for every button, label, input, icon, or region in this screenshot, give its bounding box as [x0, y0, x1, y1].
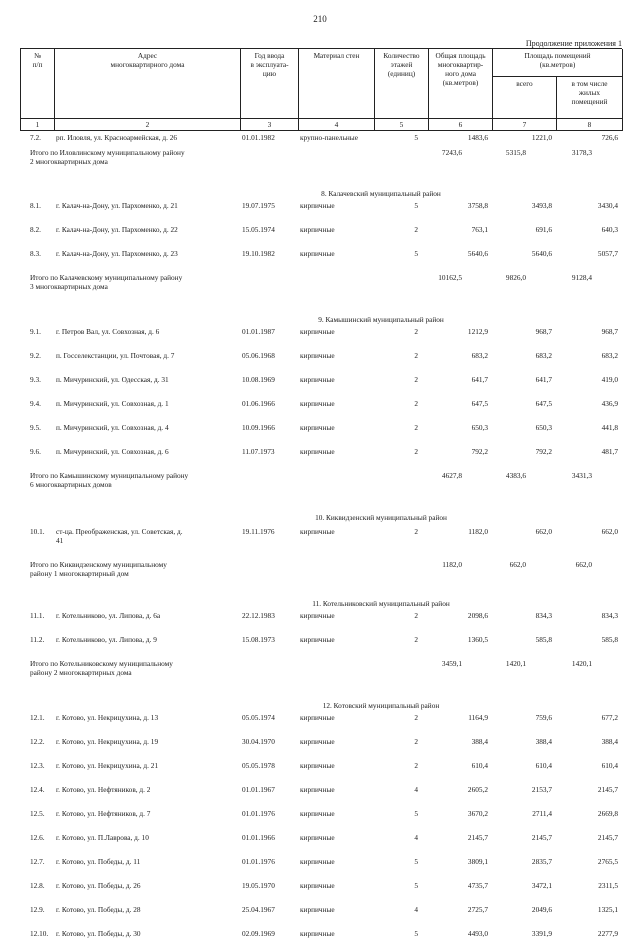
cell-total-area: 4735,7 — [467, 881, 488, 891]
cell-area-all: 3391,9 — [531, 929, 552, 938]
cell-material: кирпичные — [300, 785, 335, 795]
cell-area-all: 1221,0 — [531, 133, 552, 143]
header-col-material: Материал стен — [299, 49, 375, 119]
cell-total-area: 683,2 — [471, 351, 488, 361]
cell-address: г. Петров Вал, ул. Совхозная, д. 6 — [56, 327, 160, 337]
cell-address: г. Котово, ул. Нефтяников, д. 7 — [56, 809, 151, 819]
cell-area-all: 647,5 — [535, 399, 552, 409]
cell-material: кирпичные — [300, 527, 335, 537]
cell-year: 15.05.1974 — [242, 225, 275, 235]
cell-material: кирпичные — [300, 423, 335, 433]
table-row — [20, 737, 622, 746]
cell-material: кирпичные — [300, 611, 335, 621]
table-row — [20, 713, 622, 722]
cell-area-living: 3430,4 — [597, 201, 618, 211]
cell-area-all: 2049,6 — [531, 905, 552, 915]
cell-number: 12.2. — [30, 737, 45, 747]
cell-floors: 2 — [414, 737, 418, 747]
table-row — [20, 327, 622, 336]
cell-total-area: 641,7 — [471, 375, 488, 385]
cell-year: 01.01.1976 — [242, 809, 275, 819]
table-row — [20, 611, 622, 620]
cell-area-all: 9826,0 — [505, 273, 526, 283]
cell-area-living: 2277,9 — [597, 929, 618, 938]
cell-total-area: 1212,9 — [467, 327, 488, 337]
cell-number: 9.5. — [30, 423, 41, 433]
cell-year: 01.06.1966 — [242, 399, 275, 409]
cell-floors: 5 — [414, 929, 418, 938]
cell-material: кирпичные — [300, 327, 335, 337]
header-number: 8 — [557, 119, 623, 131]
total-label: Итого по Камышинскому муниципальному району 6 многоквартирных домов — [30, 471, 189, 490]
cell-material: кирпичные — [300, 399, 335, 409]
table-row — [20, 447, 622, 456]
table-row — [20, 527, 622, 545]
cell-material: кирпичные — [300, 375, 335, 385]
cell-year: 30.04.1970 — [242, 737, 275, 747]
cell-floors: 2 — [414, 447, 418, 457]
cell-number: 9.6. — [30, 447, 41, 457]
cell-total-area: 1483,6 — [467, 133, 488, 143]
cell-total-area: 5640,6 — [467, 249, 488, 259]
cell-number: 8.2. — [30, 225, 41, 235]
cell-total-area: 2145,7 — [467, 833, 488, 843]
table-row — [20, 201, 622, 210]
cell-area-living: 2765,5 — [597, 857, 618, 867]
cell-area-all: 2711,4 — [532, 809, 552, 819]
cell-address: г. Котельниково, ул. Липова, д. 6а — [56, 611, 161, 621]
cell-number: 12.5. — [30, 809, 45, 819]
header-col-floors: Количество этажей (единиц) — [375, 49, 429, 119]
cell-year: 19.11.1976 — [242, 527, 275, 537]
cell-total-area: 792,2 — [471, 447, 488, 457]
cell-number: 8.1. — [30, 201, 41, 211]
cell-area-all: 641,7 — [535, 375, 552, 385]
cell-address: г. Котово, ул. Победы, д. 11 — [56, 857, 141, 867]
cell-area-all: 3472,1 — [531, 881, 552, 891]
header-number: 1 — [21, 119, 55, 131]
cell-year: 01.01.1967 — [242, 785, 275, 795]
cell-area-all: 759,6 — [535, 713, 552, 723]
cell-area-all: 610,4 — [535, 761, 552, 771]
district-total-row — [20, 148, 632, 166]
cell-floors: 5 — [414, 809, 418, 819]
cell-floors: 5 — [414, 133, 418, 143]
cell-area-living: 2145,7 — [597, 785, 618, 795]
cell-material: кирпичные — [300, 761, 335, 771]
cell-area-all: 585,8 — [535, 635, 552, 645]
cell-material: кирпичные — [300, 447, 335, 457]
table-row — [20, 225, 622, 234]
cell-area-all: 662,0 — [535, 527, 552, 537]
table-row — [20, 761, 622, 770]
cell-address: г. Котово, ул. П.Лаврова, д. 10 — [56, 833, 149, 843]
district-heading: 12. Котовский муниципальный район — [322, 701, 440, 711]
cell-floors: 2 — [414, 611, 418, 621]
district-heading: 9. Камышинский муниципальный район — [318, 315, 444, 325]
cell-total-area: 7243,6 — [441, 148, 462, 158]
cell-floors: 4 — [414, 785, 418, 795]
total-label: Итого по Иловлинскому муниципальному району 2 многоквартирных дома — [30, 148, 185, 167]
cell-number: 9.3. — [30, 375, 41, 385]
cell-total-area: 3809,1 — [467, 857, 488, 867]
cell-number: 12.10. — [30, 929, 49, 938]
cell-area-living: 419,0 — [601, 375, 618, 385]
cell-number: 10.1. — [30, 527, 45, 537]
cell-area-living: 640,3 — [601, 225, 618, 235]
cell-year: 15.08.1973 — [242, 635, 275, 645]
header-number: 5 — [375, 119, 429, 131]
cell-address: п. Мичуринский, ул. Совхозная, д. 1 — [56, 399, 169, 409]
cell-area-living: 683,2 — [601, 351, 618, 361]
cell-address: г. Котово, ул. Победы, д. 28 — [56, 905, 141, 915]
cell-address: г. Котово, ул. Нефтяников, д. 2 — [56, 785, 151, 795]
cell-year: 22.12.1983 — [242, 611, 275, 621]
table-header — [20, 48, 622, 131]
cell-area-all: 683,2 — [535, 351, 552, 361]
cell-year: 19.05.1970 — [242, 881, 275, 891]
total-label: Итого по Калачевскому муниципальному району 3 многоквартирных дома — [30, 273, 183, 292]
table-row — [20, 833, 622, 842]
header-col-no: № п/п — [21, 49, 55, 119]
cell-material: кирпичные — [300, 737, 335, 747]
cell-area-all: 650,3 — [535, 423, 552, 433]
cell-material: кирпичные — [300, 857, 335, 867]
cell-total-area: 2725,7 — [467, 905, 488, 915]
cell-address: г. Калач-на-Дону, ул. Пархоменко, д. 22 — [56, 225, 178, 235]
cell-year: 01.01.1987 — [242, 327, 275, 337]
table-row — [20, 929, 622, 938]
cell-area-all: 388,4 — [535, 737, 552, 747]
cell-floors: 5 — [414, 881, 418, 891]
cell-number: 11.2. — [30, 635, 45, 645]
cell-number: 12.6. — [30, 833, 45, 843]
cell-number: 8.3. — [30, 249, 41, 259]
total-label: Итого по Котельниковскому муниципальному району 2 многоквартирных дома — [30, 659, 173, 678]
header-number: 3 — [241, 119, 299, 131]
cell-total-area: 3758,8 — [467, 201, 488, 211]
cell-year: 05.05.1974 — [242, 713, 275, 723]
cell-total-area: 650,3 — [471, 423, 488, 433]
cell-total-area: 1182,0 — [442, 560, 462, 570]
cell-material: кирпичные — [300, 881, 335, 891]
cell-year: 25.04.1967 — [242, 905, 275, 915]
cell-material: кирпичные — [300, 225, 335, 235]
cell-address: г. Котельниково, ул. Липова, д. 9 — [56, 635, 157, 645]
cell-total-area: 1182,0 — [468, 527, 488, 537]
cell-material: кирпичные — [300, 201, 335, 211]
cell-area-living: 2669,8 — [597, 809, 618, 819]
cell-year: 19.07.1975 — [242, 201, 275, 211]
cell-floors: 5 — [414, 857, 418, 867]
cell-area-living: 9128,4 — [571, 273, 592, 283]
cell-floors: 2 — [414, 423, 418, 433]
cell-area-all: 662,0 — [509, 560, 526, 570]
cell-area-all: 3493,8 — [531, 201, 552, 211]
cell-area-living: 968,7 — [601, 327, 618, 337]
cell-area-living: 585,8 — [601, 635, 618, 645]
cell-floors: 4 — [414, 833, 418, 843]
cell-total-area: 2605,2 — [467, 785, 488, 795]
cell-year: 01.01.1966 — [242, 833, 275, 843]
cell-total-area: 1360,5 — [467, 635, 488, 645]
cell-area-living: 726,6 — [601, 133, 618, 143]
cell-year: 10.09.1966 — [242, 423, 275, 433]
cell-address: п. Мичуринский, ул. Одесская, д. 31 — [56, 375, 169, 385]
district-total-row — [20, 560, 632, 578]
cell-total-area: 763,1 — [471, 225, 488, 235]
district-total-row — [20, 273, 632, 291]
cell-total-area: 647,5 — [471, 399, 488, 409]
cell-number: 9.1. — [30, 327, 41, 337]
cell-number: 9.4. — [30, 399, 41, 409]
cell-address: г. Котово, ул. Победы, д. 26 — [56, 881, 141, 891]
cell-floors: 2 — [414, 713, 418, 723]
cell-area-living: 662,0 — [575, 560, 592, 570]
cell-area-living: 3431,3 — [571, 471, 592, 481]
cell-material: кирпичные — [300, 249, 335, 259]
cell-address: г. Котово, ул. Победы, д. 30 — [56, 929, 141, 938]
cell-year: 02.09.1969 — [242, 929, 275, 938]
cell-number: 12.7. — [30, 857, 45, 867]
cell-address: п. Мичуринский, ул. Совхозная, д. 4 — [56, 423, 169, 433]
table-row — [20, 351, 622, 360]
cell-floors: 2 — [414, 225, 418, 235]
cell-material: крупно-панельные — [300, 133, 358, 143]
cell-total-area: 4493,0 — [467, 929, 488, 938]
cell-area-living: 677,2 — [601, 713, 618, 723]
table-row — [20, 785, 622, 794]
cell-number: 12.4. — [30, 785, 45, 795]
cell-area-living: 5057,7 — [597, 249, 618, 259]
cell-number: 7.2. — [30, 133, 41, 143]
header-number: 7 — [493, 119, 557, 131]
header-number: 6 — [429, 119, 493, 131]
cell-total-area: 1164,9 — [468, 713, 488, 723]
cell-material: кирпичные — [300, 713, 335, 723]
cell-area-all: 2153,7 — [531, 785, 552, 795]
cell-year: 05.06.1968 — [242, 351, 275, 361]
cell-number: 12.9. — [30, 905, 45, 915]
cell-year: 11.07.1973 — [242, 447, 275, 457]
table-row — [20, 809, 622, 818]
cell-total-area: 4627,8 — [441, 471, 462, 481]
cell-total-area: 2098,6 — [467, 611, 488, 621]
cell-area-living: 2311,5 — [598, 881, 618, 891]
cell-material: кирпичные — [300, 833, 335, 843]
cell-area-living: 441,8 — [601, 423, 618, 433]
cell-area-living: 2145,7 — [597, 833, 618, 843]
cell-total-area: 3670,2 — [467, 809, 488, 819]
page-number: 210 — [313, 14, 327, 24]
cell-year: 19.10.1982 — [242, 249, 275, 259]
header-area-living: в том числе жилых помещений — [557, 77, 623, 119]
cell-address: рп. Иловля, ул. Красноармейская, д. 26 — [56, 133, 178, 143]
cell-floors: 2 — [414, 375, 418, 385]
district-heading: 10. Киквидзенский муниципальный район — [315, 513, 447, 523]
cell-area-all: 2835,7 — [531, 857, 552, 867]
cell-address: г. Калач-на-Дону, ул. Пархоменко, д. 23 — [56, 249, 178, 259]
cell-address: г. Калач-на-Дону, ул. Пархоменко, д. 21 — [56, 201, 178, 211]
cell-floors: 5 — [414, 249, 418, 259]
cell-area-all: 691,6 — [535, 225, 552, 235]
cell-address: г. Котово, ул. Некрицухина, д. 13 — [56, 713, 159, 723]
header-area-group: Площадь помещений (кв.метров) — [493, 49, 623, 77]
cell-floors: 2 — [414, 351, 418, 361]
cell-material: кирпичные — [300, 351, 335, 361]
total-label: Итого по Киквидзенскому муниципальному району 1 многоквартирный дом — [30, 560, 167, 579]
table-row — [20, 857, 622, 866]
cell-area-all: 968,7 — [535, 327, 552, 337]
cell-floors: 5 — [414, 201, 418, 211]
cell-number: 11.1. — [30, 611, 45, 621]
table-row — [20, 133, 622, 142]
cell-year: 01.01.1982 — [242, 133, 275, 143]
cell-floors: 2 — [414, 399, 418, 409]
cell-year: 01.01.1976 — [242, 857, 275, 867]
cell-area-living: 481,7 — [601, 447, 618, 457]
cell-year: 10.08.1969 — [242, 375, 275, 385]
cell-area-living: 1420,1 — [571, 659, 592, 669]
cell-total-area: 3459,1 — [441, 659, 462, 669]
district-heading: 11. Котельниковский муниципальный район — [312, 599, 450, 609]
cell-total-area: 10162,5 — [438, 273, 462, 283]
cell-area-living: 610,4 — [601, 761, 618, 771]
header-number: 4 — [299, 119, 375, 131]
cell-material: кирпичные — [300, 929, 335, 938]
cell-number: 12.8. — [30, 881, 45, 891]
cell-address: п. Мичуринский, ул. Совхозная, д. 6 — [56, 447, 169, 457]
table-row — [20, 375, 622, 384]
cell-material: кирпичные — [300, 809, 335, 819]
cell-floors: 2 — [414, 327, 418, 337]
continuation-note: Продолжение приложения 1 — [525, 39, 622, 48]
cell-number: 12.1. — [30, 713, 45, 723]
header-col-address: Адрес многоквартирного дома — [55, 49, 241, 119]
cell-floors: 2 — [414, 527, 418, 537]
cell-material: кирпичные — [300, 905, 335, 915]
header-col-total-area: Общая площадь многоквартир- ного дома (кв.метров) — [429, 49, 493, 119]
cell-area-all: 1420,1 — [505, 659, 526, 669]
cell-area-all: 4383,6 — [505, 471, 526, 481]
district-total-row — [20, 659, 632, 677]
header-number: 2 — [55, 119, 241, 131]
cell-floors: 2 — [414, 761, 418, 771]
cell-total-area: 388,4 — [471, 737, 488, 747]
housing-table — [20, 48, 622, 938]
cell-address: г. Котово, ул. Некрицухина, д. 19 — [56, 737, 159, 747]
table-row — [20, 881, 622, 890]
cell-address: г. Котово, ул. Некрицухина, д. 21 — [56, 761, 159, 771]
cell-area-all: 2145,7 — [531, 833, 552, 843]
cell-area-all: 792,2 — [535, 447, 552, 457]
cell-area-living: 388,4 — [601, 737, 618, 747]
cell-area-living: 3178,3 — [571, 148, 592, 158]
header-area-all: всего — [493, 77, 557, 119]
cell-area-all: 834,3 — [535, 611, 552, 621]
cell-area-all: 5315,8 — [505, 148, 526, 158]
district-heading: 8. Калачевский муниципальный район — [321, 189, 441, 199]
cell-area-living: 662,0 — [601, 527, 618, 537]
header-col-year: Год ввода в эксплуата- цию — [241, 49, 299, 119]
table-row — [20, 905, 622, 914]
cell-address: ст-ца. Преображенская, ул. Советская, д. 41 — [56, 527, 183, 546]
table-row — [20, 249, 622, 258]
table-row — [20, 399, 622, 408]
cell-address: п. Госселекстанции, ул. Почтовая, д. 7 — [56, 351, 175, 361]
cell-area-living: 1325,1 — [597, 905, 618, 915]
cell-floors: 4 — [414, 905, 418, 915]
district-total-row — [20, 471, 632, 489]
cell-material: кирпичные — [300, 635, 335, 645]
cell-total-area: 610,4 — [471, 761, 488, 771]
cell-area-living: 834,3 — [601, 611, 618, 621]
cell-number: 12.3. — [30, 761, 45, 771]
cell-area-all: 5640,6 — [531, 249, 552, 259]
cell-year: 05.05.1978 — [242, 761, 275, 771]
cell-area-living: 436,9 — [601, 399, 618, 409]
cell-number: 9.2. — [30, 351, 41, 361]
table-row — [20, 423, 622, 432]
cell-floors: 2 — [414, 635, 418, 645]
table-row — [20, 635, 622, 644]
